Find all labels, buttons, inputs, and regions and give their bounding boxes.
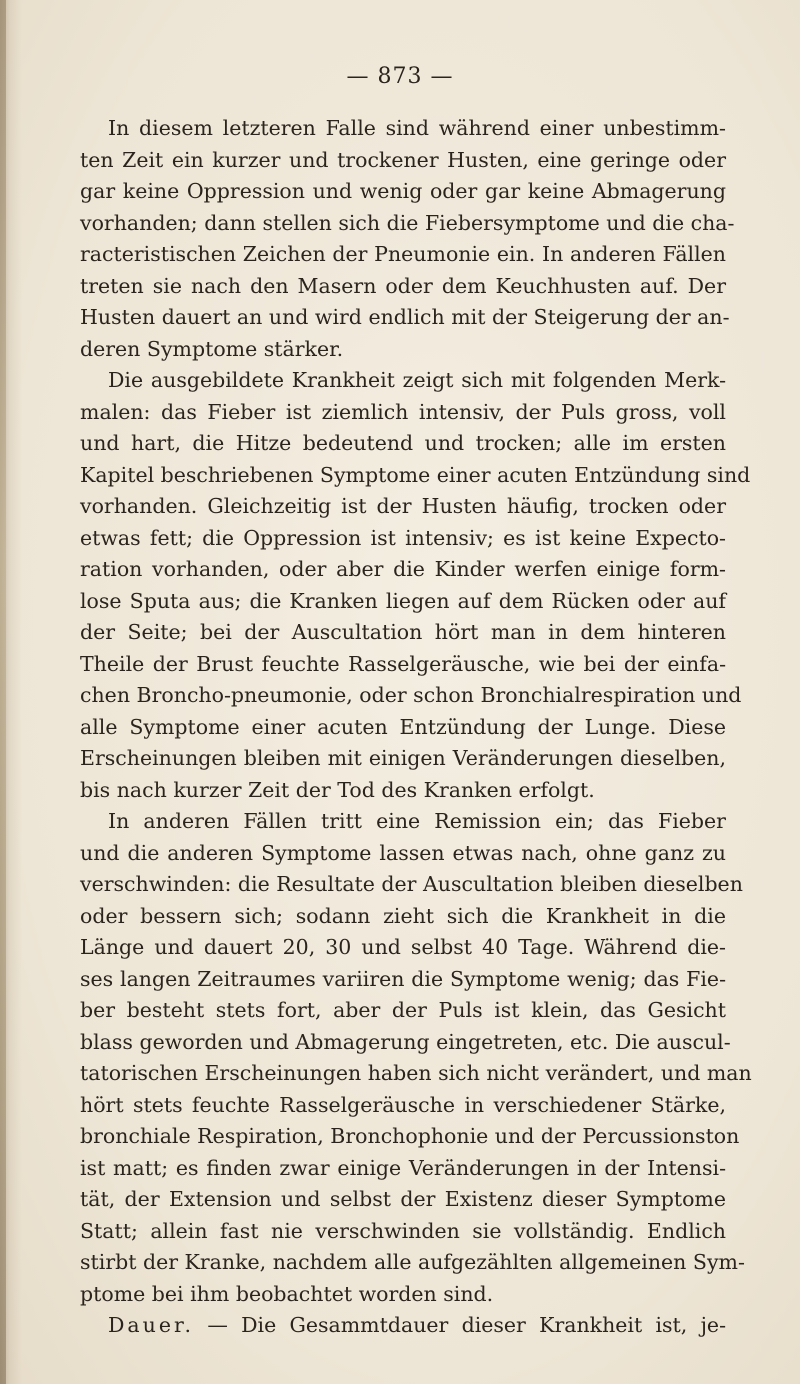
text-line: vorhanden; dann stellen sich die Fiebersymptome und die cha- [80,210,735,235]
text-line: malen: das Fieber ist ziemlich intensiv, der Puls gross, voll [80,399,726,424]
text-line: verschwinden: die Resultate der Auscultation bleiben dieselben [80,872,743,896]
text-line: gar keine Oppression und wenig oder gar keine Abmagerung [80,179,726,203]
text-line: bronchiale Respiration, Bronchophonie und der Percussionston [80,1124,740,1148]
paragraph-end-line: bis nach kurzer Zeit der Tod des Kranken erfolgt. [80,777,595,802]
text-line: treten sie nach den Masern oder dem Keuchhusten auf. Der [80,273,726,298]
text-line: und die anderen Symptome lassen etwas nach, ohne ganz zu [80,840,726,865]
text-line: ten Zeit ein kurzer und trockener Husten, eine geringe oder [80,147,726,172]
text-line: racteristischen Zeichen der Pneumonie ein. In anderen Fällen [80,242,726,266]
section-start-line [80,1310,726,1342]
text-line: hört stets feuchte Rasselgeräusche in verschiedener Stärke, [80,1092,726,1117]
text-line: und hart, die Hitze bedeutend und trocken; alle im ersten [80,431,726,455]
text-line: tät, der Extension und selbst der Existenz dieser Symptome [80,1187,726,1211]
text-line: vorhanden. Gleichzeitig ist der Husten häufig, trocken oder [80,494,726,518]
text-line: Länge und dauert 20, 30 und selbst 40 Tage. Während die- [80,935,726,959]
text-line: Die ausgebildete Krankheit zeigt sich mit folgenden Merk- [108,368,726,392]
text-line: stirbt der Kranke, nachdem alle aufgezählten allgemeinen Sym- [80,1250,745,1274]
section-text: — Die Gesammtdauer dieser Krankheit ist, je- [194,1313,726,1337]
paragraph-end-line: deren Symptome stärker. [80,336,344,361]
text-line: Statt; allein fast nie verschwinden sie vollständig. Endlich [80,1218,726,1243]
page-number: — 873 — [346,64,454,89]
text-line: Erscheinungen bleiben mit einigen Veränderungen dieselben, [80,746,726,770]
text-line: tatorischen Erscheinungen haben sich nicht verändert, und man [80,1061,752,1085]
text-line: Kapitel beschriebenen Symptome einer acuten Entzündung sind [80,462,751,487]
body-text [80,113,752,1342]
text-line: der Seite; bei der Auscultation hört man in dem hinteren [80,620,726,644]
text-line: alle Symptome einer acuten Entzündung der Lunge. Diese [80,714,726,739]
text-line: Theile der Brust feuchte Rasselgeräusche, wie bei der einfa- [80,651,726,676]
text-line: chen Broncho-pneumonie, oder schon Bronchialrespiration und [80,683,742,707]
text-line: etwas fett; die Oppression ist intensiv; es ist keine Expecto- [80,525,726,550]
text-line: In anderen Fällen tritt eine Remission ein; das Fieber [108,809,726,833]
text-line: Husten dauert an und wird endlich mit der Steigerung der an- [80,305,730,329]
text-line: lose Sputa aus; die Kranken liegen auf dem Rücken oder auf [80,588,726,613]
text-line: ses langen Zeitraumes variiren die Symptome wenig; das Fie- [80,966,726,991]
binding-edge [0,0,6,1384]
text-line: ration vorhanden, oder aber die Kinder werfen einige form- [80,557,726,581]
text-line: In diesem letzteren Falle sind während einer unbestimm- [108,116,726,140]
text-line: ber besteht stets fort, aber der Puls ist klein, das Gesicht [80,998,726,1022]
section-heading: Dauer. [108,1313,195,1337]
text-line: ist matt; es finden zwar einige Veränderungen in der Intensi- [80,1155,726,1180]
text-line: oder bessern sich; sodann zieht sich die Krankheit in die [80,903,726,928]
text-line: blass geworden und Abmagerung eingetreten, etc. Die auscul- [80,1029,731,1054]
paragraph-end-line: ptome bei ihm beobachtet worden sind. [80,1281,494,1306]
